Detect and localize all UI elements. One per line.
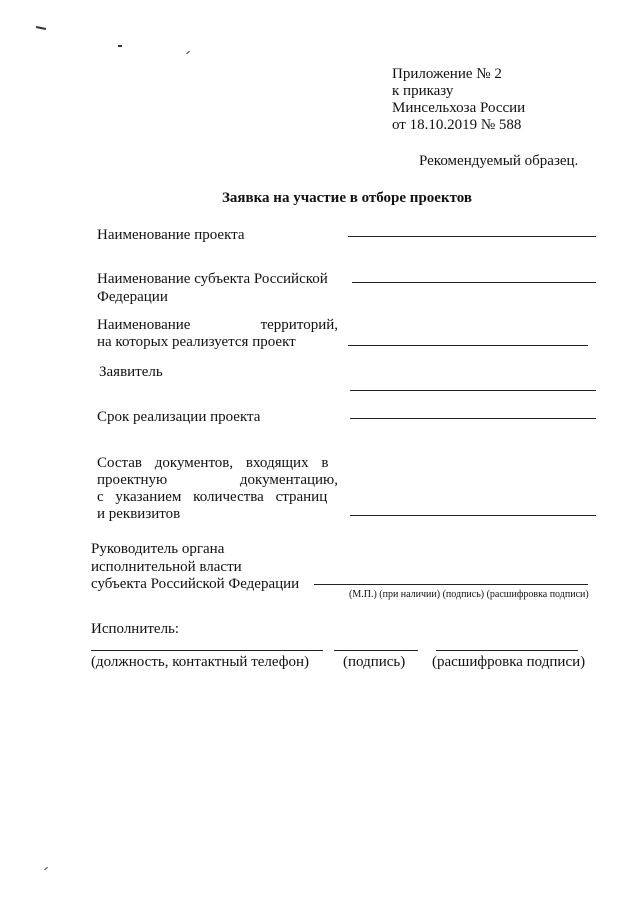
appendix-line-4: от 18.10.2019 № 588 (392, 117, 522, 133)
field-label-docs-line-4: и реквизитов (97, 506, 181, 522)
executor-label: Исполнитель: (91, 621, 180, 637)
field-label-territories-line-2: на которых реализуется проект (97, 334, 296, 350)
head-signature-caption: (М.П.) (при наличии) (подпись) (расшифровка подписи) (349, 589, 589, 600)
territories-word-1: Наименование (97, 317, 191, 333)
executor-position-caption: (должность, контактный телефон) (91, 654, 309, 670)
executor-name-caption: (расшифровка подписи) (432, 654, 586, 670)
field-label-term: Срок реализации проекта (97, 409, 261, 425)
field-line-applicant (350, 390, 596, 391)
head-line-1: Руководитель органа (91, 541, 225, 557)
docs-word-2: документацию, (239, 472, 338, 488)
head-line-2: исполнительной власти (91, 559, 242, 575)
executor-signature-line (334, 650, 418, 651)
docs-word-1: проектную (97, 472, 168, 488)
scan-speck (44, 867, 48, 870)
field-label-applicant: Заявитель (99, 364, 163, 380)
appendix-line-2: к приказу (392, 83, 454, 99)
field-line-project-name (348, 236, 596, 237)
field-label-docs-line-2 (97, 472, 338, 489)
head-line-3: субъекта Российской Федерации (91, 576, 300, 592)
scan-speck (36, 26, 46, 30)
field-label-subject-line-1: Наименование субъекта Российской (97, 271, 328, 287)
appendix-line-1: Приложение № 2 (392, 66, 502, 82)
field-line-subject (352, 282, 596, 283)
territories-word-2: территорий, (260, 317, 338, 333)
field-label-docs-line-3: с указанием количества страниц (97, 489, 328, 505)
field-label-subject-line-2: Федерации (97, 289, 168, 305)
field-label-docs-line-1 (97, 455, 338, 472)
document-title: Заявка на участие в отборе проектов (222, 190, 472, 206)
executor-position-line (91, 650, 323, 651)
appendix-line-3: Минсельхоза России (392, 100, 526, 116)
head-signature-line (314, 584, 588, 585)
field-line-term (350, 418, 596, 419)
field-label-territories-line-1 (97, 317, 338, 334)
scan-speck (118, 45, 122, 47)
executor-name-line (436, 650, 578, 651)
executor-signature-caption: (подпись) (343, 654, 406, 670)
recommended-sample: Рекомендуемый образец. (419, 153, 579, 169)
docs-line-1-text: Состав документов, входящих в (97, 455, 329, 471)
scan-speck (186, 51, 190, 54)
appendix-header (392, 66, 525, 134)
field-label-project-name: Наименование проекта (97, 227, 245, 243)
field-line-docs (350, 515, 596, 516)
field-line-territories (348, 345, 588, 346)
